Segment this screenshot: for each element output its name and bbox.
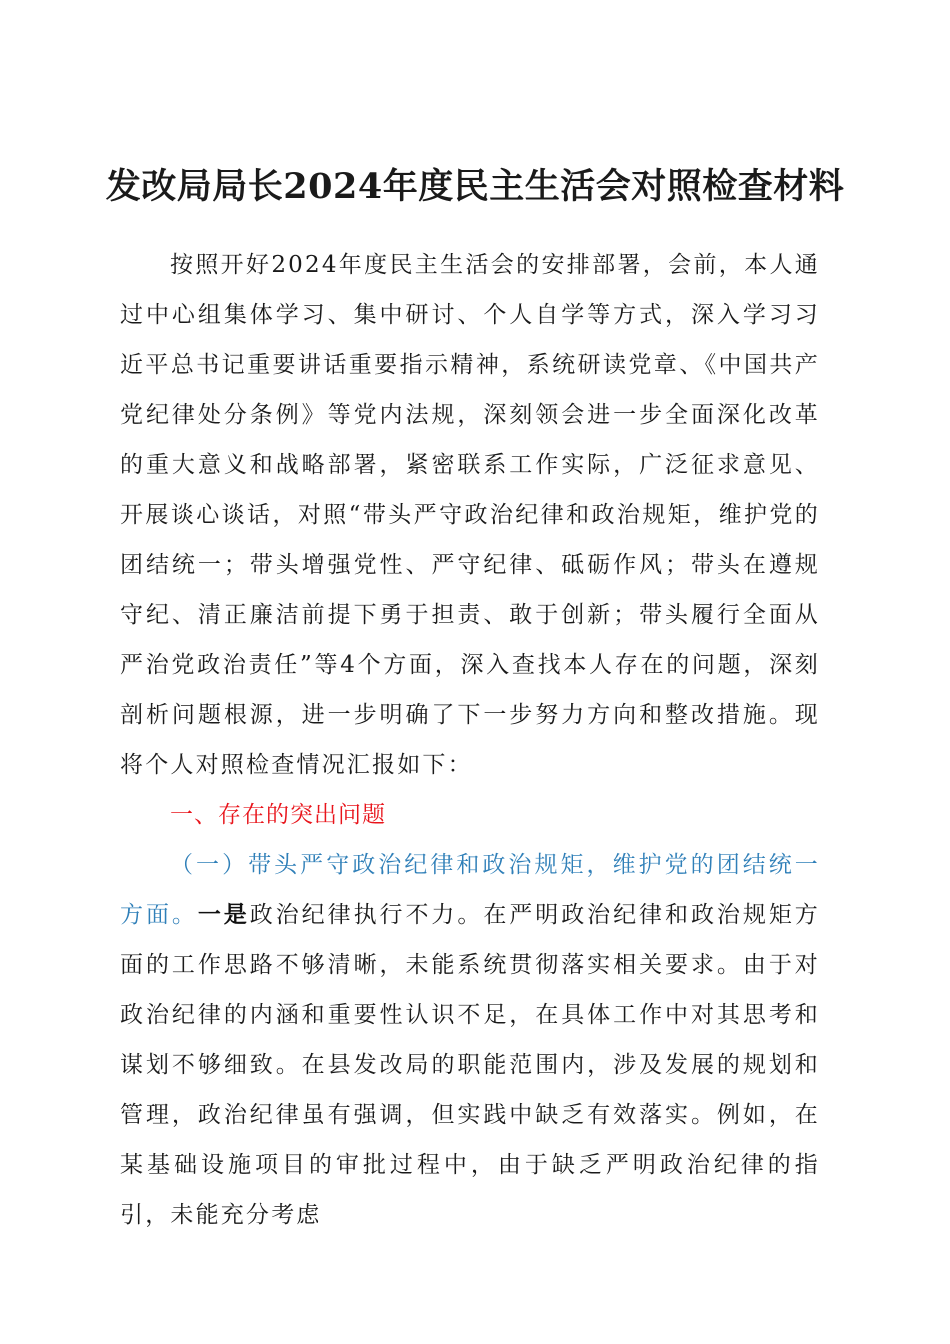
point-lead: 一是 bbox=[197, 901, 250, 928]
point-body: 政治纪律执行不力。在严明政治纪律和政治规矩方面的工作思路不够清晰，未能系统贯彻落实相关要求。由于对政治纪律的内涵和重要性认识不足，在具体工作中对其思考和谋划不够细致。在县发改局的职能范围内，涉及发展的规划和管理，政治纪律虽有强调，但实践中缺乏有效落实。例如，在某基础设施项目的审批过程中，由于缺乏严明政治纪律的指引，未能充分考虑 bbox=[120, 902, 820, 1228]
document-title: 发改局局长2024年度民主生活会对照检查材料 bbox=[105, 166, 845, 207]
subsection-paragraph bbox=[120, 840, 820, 1240]
subsection-heading: （一）带头严守政治纪律和政治规矩，维护党的团结统一方面。 bbox=[120, 852, 820, 928]
intro-paragraph: 按照开好2024年度民主生活会的安排部署，会前，本人通过中心组集体学习、集中研讨、个人自学等方式，深入学习习近平总书记重要讲话重要指示精神，系统研读党章、《中国共产党纪律处分条例》等党内法规，深刻领会进一步全面深化改革的重大意义和战略部署，紧密联系工作实际，广泛征求意见、开展谈心谈话，对照“带头严守政治纪律和政治规矩，维护党的团结统一；带头增强党性、严守纪律、砥砺作风；带头在遵规守纪、清正廉洁前提下勇于担责、敢于创新；带头履行全面从严治党政治责任”等4个方面，深入查找本人存在的问题，深刻剖析问题根源，进一步明确了下一步努力方向和整改措施。现将个人对照检查情况汇报如下： bbox=[120, 252, 820, 778]
section-heading-problems: 一、存在的突出问题 bbox=[170, 802, 386, 828]
